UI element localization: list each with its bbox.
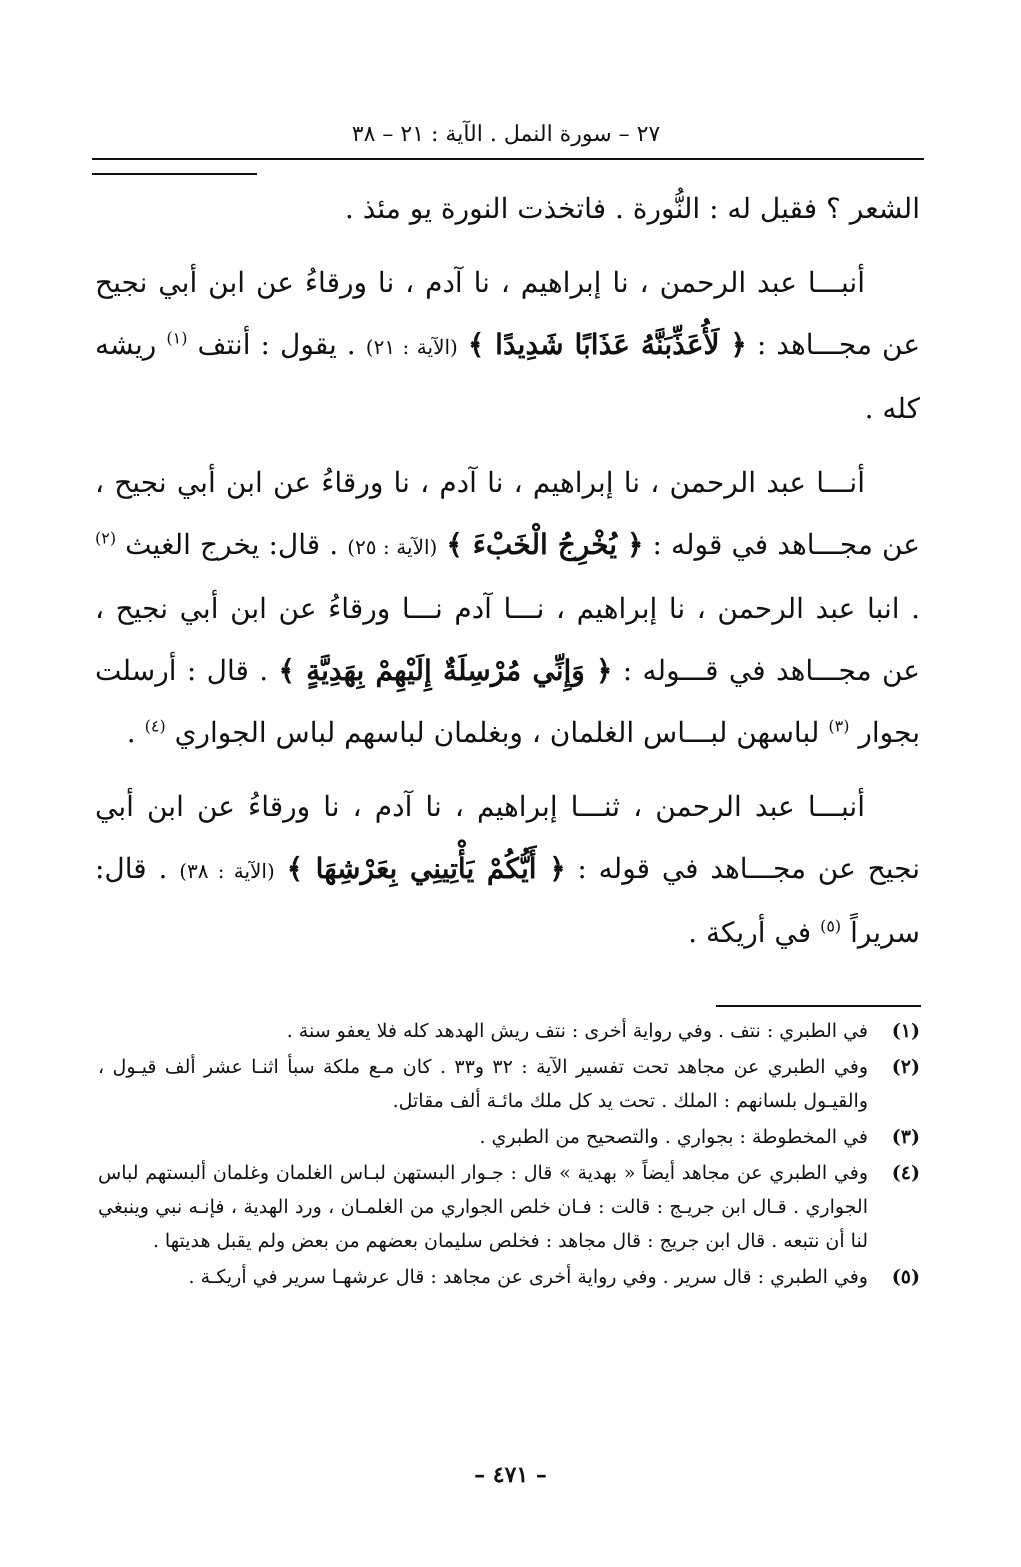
main-text	[95, 178, 920, 964]
paragraph-3-text-a: أنبـــا عبد الرحمن ، ثنـــا إبراهيم ، نا آدم ، نا ورقاءُ عن ابن أبي نجيح عن مجـــاهد في قوله :	[95, 790, 921, 885]
paragraph-2-text-b: . قال: يخرج الغيث	[125, 528, 339, 561]
paragraph-1-text-c: ريشه كله .	[95, 328, 920, 425]
footnote-text: في المخطوطة : بجواري . والتصحيح من الطبري .	[479, 1126, 868, 1148]
paragraph-3-text-b: . قال: سريراً	[95, 852, 920, 949]
paragraph-2-text-a: أنـــا عبد الرحمن ، نا إبراهيم ، نا آدم ، نا ورقاءُ عن ابن أبي نجيح ، عن مجـــاهد في قوله :	[95, 466, 921, 561]
paragraph-2-text-f: .	[126, 716, 136, 749]
paragraph-3-text-c: في أريكة .	[688, 916, 812, 949]
footnote-rule	[716, 1005, 921, 1007]
quran-verse-21: ﴿ لَأُعَذِّبَنَّهُ عَذَابًا شَدِيدًا ﴾	[467, 328, 747, 361]
footnote-text: وفي الطبري : قال سرير . وفي رواية أخرى عن مجاهد : قال عرشهـا سرير في أريكـة .	[188, 1266, 868, 1288]
footnote-text: في الطبري : نتف . وفي رواية أخرى : نتف ريش الهدهد كله فلا يعفو سنة .	[286, 1020, 868, 1042]
verse-reference-25: (الآية : ٢٥)	[347, 535, 438, 559]
verse-reference-21: (الآية : ٢١)	[365, 335, 458, 359]
footnote-number: (١)	[891, 1020, 920, 1042]
quran-verse-35: ﴿ وَإِنِّي مُرْسِلَةٌ إِلَيْهِمْ بِهَدِيَّةٍ ﴾	[278, 654, 613, 687]
page-number: – ٤٧١ –	[474, 1462, 547, 1488]
footnote-item	[98, 1156, 920, 1258]
footnote-marker-5: (٥)	[820, 916, 842, 936]
paragraph-2	[95, 452, 920, 764]
quran-verse-25: ﴿ يُخْرِجُ الْخَبْءَ ﴾	[446, 528, 644, 561]
footnote-item	[98, 1260, 920, 1294]
paragraph-2-text-d: . قال : أرسلت بجوار	[95, 654, 920, 749]
paragraph-2-text-e: لباسهن لبـــاس الغلمان ، وبغلمان لباسهم لباس الجواري	[174, 716, 820, 749]
footnote-text: وفي الطبري عن مجاهد تحت تفسير الآية : ٣٢ و٣٣ . كان مـع ملكة سبأ اثنـا عشر ألف قيـول ، والقيـول بلسانهم : الملك . تحت يد كل ملك مائـة ألف مقاتل.	[98, 1056, 868, 1112]
paragraph-1-text-a: أنبـــا عبد الرحمن ، نا إبراهيم ، نا آدم ، نا ورقاءُ عن ابن أبي نجيح عن مجـــاهد :	[95, 266, 921, 361]
footnotes	[98, 1014, 920, 1296]
header-rule-short	[92, 173, 257, 175]
footnote-text: وفي الطبري عن مجاهد أيضاً « بهدية » قال : جـوار البستهن لبـاس الغلمان وغلمان ألبستهم لباس الجواري . قـال ابن جريـج : قالت : فـان خلص الجواري من الغلمـان ، ورد الهدية ، فإنـه نبي وينبغي لنا أن نتبعه . قال ابن جريج : قال مجاهد : فخلص سليمان بعضهم من بعض ولم يقبل هديتها .	[98, 1162, 868, 1252]
footnote-marker-2: (٢)	[95, 528, 117, 548]
footnote-number: (٢)	[891, 1056, 920, 1078]
footnote-item	[98, 1050, 920, 1118]
footnote-number: (٤)	[891, 1162, 920, 1184]
footnote-number: (٣)	[891, 1126, 920, 1148]
paragraph-1	[95, 252, 920, 440]
header-rule	[92, 158, 924, 160]
paragraph-2-text-c: . انبا عبد الرحمن ، نا إبراهيم ، نـــا آدم نـــا ورقاءُ عن ابن أبي نجيح ، عن مجـــاهد في قـــوله :	[95, 592, 920, 687]
footnote-number: (٥)	[891, 1266, 920, 1288]
footnote-marker-4: (٤)	[144, 716, 166, 736]
footnote-marker-1: (١)	[166, 328, 188, 348]
footnote-item	[98, 1120, 920, 1154]
running-header: ٢٧ – سورة النمل . الآية : ٢١ – ٣٨	[351, 122, 661, 147]
paragraph-3	[95, 776, 920, 964]
paragraph-1-text-b: . يقول : أنتف	[197, 328, 356, 361]
quran-verse-38: ﴿ أَيُّكُمْ يَأْتِينِي بِعَرْشِهَا ﴾	[286, 852, 566, 885]
verse-reference-38: (الآية : ٣٨)	[179, 859, 275, 883]
footnote-marker-3: (٣)	[828, 716, 850, 736]
paragraph-0: الشعر ؟ فقيل له : النُّورة . فاتخذت النورة يو مئذ .	[344, 192, 920, 225]
footnote-item	[98, 1014, 920, 1048]
